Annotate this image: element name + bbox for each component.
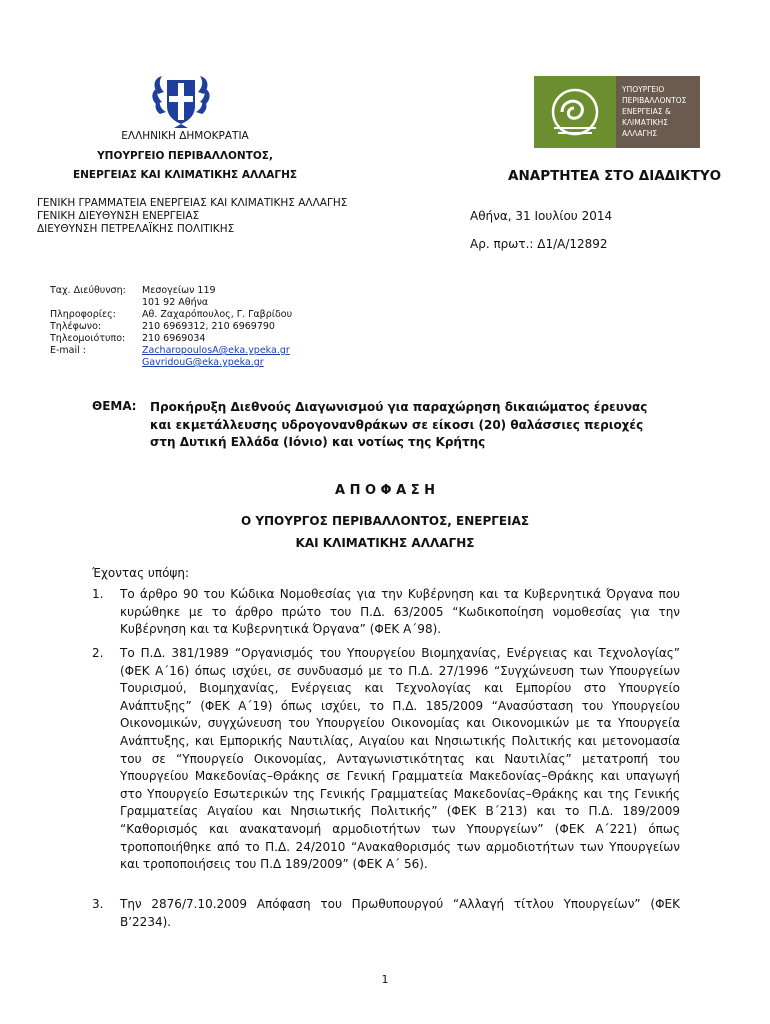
ministry-line-1: ΥΠΟΥΡΓΕΙΟ ΠΕΡΙΒΑΛΛΟΝΤΟΣ, [97,150,273,162]
subject-text [150,399,690,452]
list-item [92,586,680,639]
item-text: Το Π.Δ. 381/1989 “Οργανισμός του Υπουργείου Βιομηχανίας, Ενέργειας και Τεχνολογίας” (ΦΕΚ Α΄16) όπως ισχύει, σε συνδυασμό με το Π.Δ. 27/1996 “Συγχώνευση των Υπουργείων Τουρισμού, Βιομηχανίας, Ενέργειας και Τεχνολογίας και Εμπορίου στο Υπουργείο Ανάπτυξης” (ΦΕΚ Α΄19) όπως ισχύει, το Π.Δ. 185/2009 “Ανασύσταση του Υπουργείου Οικονομικών, συγχώνευση του Υπουργείου Οικονομίας και Οικονομικών με τα Υπουργεία Ανάπτυξης, και Εμπορικής Ναυτιλίας, Αιγαίου και Νησιωτικής Πολιτικής και μετονομασία του σε “Υπουργείο Οικονομίας, Ανταγωνιστικότητας και Ναυτιλίας” μετατροπή του Υπουργείου Μακεδονίας–Θράκης σε Γενική Γραμματεία Μακεδονίας–Θράκης και υπαγωγή στο Υπουργείο Εσωτερικών της Γενικής Γραμματείας Μακεδονίας–Θράκης και της Γενικής Γραμματείας Αιγαίου και Νησιωτικής Πολιτικής” (ΦΕΚ Β΄213) και το Π.Δ. 189/2009 “Καθορισμός και ανακατανομή αρμοδιοτήτων των Υπουργείων” (ΦΕΚ Α΄221) όπως τροποποιήθηκε από το Π.Δ. 24/2010 “Ανακαθορισμός των αρμοδιοτήτων των Υπουργείων και τροποποιήσεις του Π.Δ 189/2009” (ΦΕΚ Α΄ 56). [120,646,680,872]
republic-title: ΕΛΛΗΝΙΚΗ ΔΗΜΟΚΡΑΤΙΑ [121,130,249,142]
info-value: Αθ. Ζαχαρόπουλος, Γ. Γαβρίδου [142,309,293,320]
decision-title: Α Π Ο Φ Α Σ Η [334,483,436,498]
subject-line-1: Προκήρυξη Διεθνούς Διαγωνισμού για παραχώρηση δικαιώματος έρευνας [150,400,648,414]
document-date: Αθήνα, 31 Ιουλίου 2014 [470,209,613,223]
page-number: 1 [381,973,389,986]
ministry-logo [534,76,700,148]
logo-text-1: ΥΠΟΥΡΓΕΙΟ [622,85,665,94]
item-text: Το άρθρο 90 του Κώδικα Νομοθεσίας για την Κυβέρνηση και τα Κυβερνητικά Όργανα που κυρώθηκε με το άρθρο πρώτο του Π.Δ. 63/2005 “Κωδικοποίηση νομοθεσίας για την Κυβέρνηση και τα Κυβερνητικά Όργανα” (ΦΕΚ Α΄98). [120,587,680,637]
email-link-2[interactable]: GavridouG@eka.ypeka.gr [142,357,264,368]
dept-line-3: ΔΙΕΥΘΥΝΣΗ ΠΕΤΡΕΛΑΪΚΗΣ ΠΟΛΙΤΙΚΗΣ [37,223,235,235]
item-number: 1. [92,587,104,601]
dept-line-1: ΓΕΝΙΚΗ ΓΡΑΜΜΑΤΕΙΑ ΕΝΕΡΓΕΙΑΣ ΚΑΙ ΚΛΙΜΑΤΙΚΗΣ ΑΛΛΑΓΗΣ [37,197,348,209]
item-number: 2. [92,646,104,660]
address-label: Ταχ. Διεύθυνση: [50,285,126,296]
protocol-number: Αρ. πρωτ.: Δ1/Α/12892 [470,237,608,251]
logo-emblem-icon [534,76,616,148]
email-label: E-mail : [50,345,87,356]
info-label: Πληροφορίες: [50,309,116,320]
address-line-1: Μεσογείων 119 [142,285,216,296]
email-link-1[interactable]: ZacharopoulosA@eka.ypeka.gr [142,345,290,356]
greek-coat-of-arms-icon [150,72,212,128]
subject-line-2: και εκμετάλλευσης υδρογονανθράκων σε είκοσι (20) θαλάσσιες περιοχές [150,417,644,432]
considering-label: Έχοντας υπόψη: [92,566,189,580]
subject-label: ΘΕΜΑ: [92,399,137,413]
logo-text-2: ΠΕΡΙΒΑΛΛΟΝΤΟΣ [622,96,687,105]
fax-value: 210 6969034 [142,333,206,344]
ministry-line-2: ΕΝΕΡΓΕΙΑΣ ΚΑΙ ΚΛΙΜΑΤΙΚΗΣ ΑΛΛΑΓΗΣ [72,169,298,181]
phone-value: 210 6969312, 210 6969790 [142,321,275,332]
fax-label: Τηλεομοιότυπο: [50,333,126,344]
logo-text-5: ΑΛΛΑΓΗΣ [622,129,658,138]
subject-line-3: στη Δυτική Ελλάδα (Ιόνιο) και νοτίως της Κρήτης [150,435,486,449]
contact-block [50,285,370,369]
phone-label: Τηλέφωνο: [50,321,102,332]
list-item [92,645,680,874]
logo-text-3: ΕΝΕΡΓΕΙΑΣ & [622,107,671,116]
logo-text-4: ΚΛΙΜΑΤΙΚΗΣ [622,118,668,127]
dept-line-2: ΓΕΝΙΚΗ ΔΙΕΥΘΥΝΣΗ ΕΝΕΡΓΕΙΑΣ [37,210,200,222]
publish-notice: ΑΝΑΡΤΗΤΕΑ ΣΤΟ ΔΙΑΔΙΚΤΥΟ [508,168,722,184]
list-item [92,896,680,931]
minister-line-2: ΚΑΙ ΚΛΙΜΑΤΙΚΗΣ ΑΛΛΑΓΗΣ [295,536,475,550]
item-number: 3. [92,897,104,911]
minister-line-1: Ο ΥΠΟΥΡΓΟΣ ΠΕΡΙΒΑΛΛΟΝΤΟΣ, ΕΝΕΡΓΕΙΑΣ [240,514,530,528]
item-text: Την 2876/7.10.2009 Απόφαση του Πρωθυπουργού “Αλλαγή τίτλου Υπουργείων” (ΦΕΚ Β’2234). [120,897,680,929]
address-line-2: 101 92 Αθήνα [142,297,209,308]
